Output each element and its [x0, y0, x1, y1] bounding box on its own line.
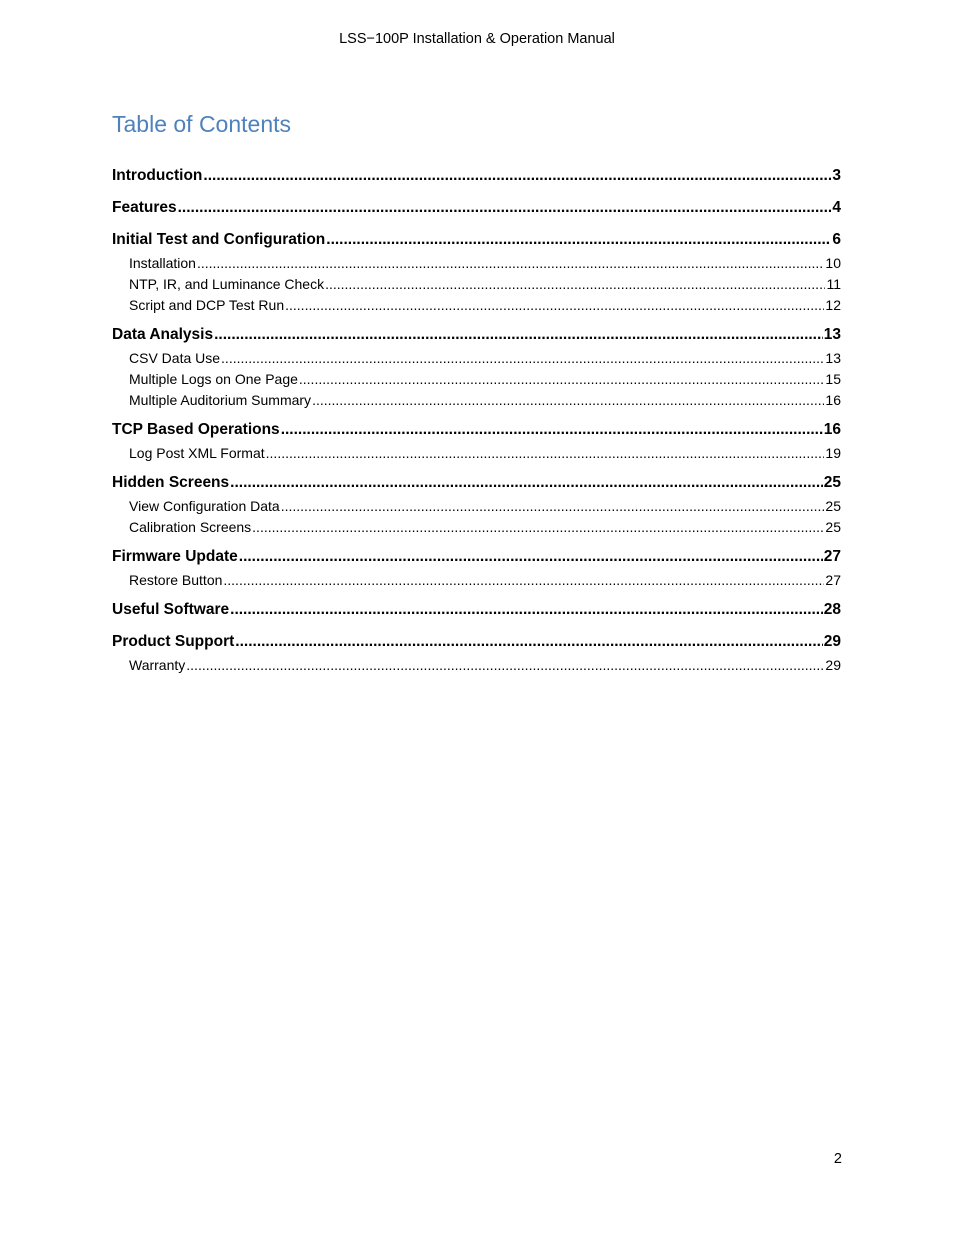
- toc-dot-leader: [312, 390, 824, 411]
- toc-dot-leader: [266, 443, 825, 464]
- toc-subentry-page: 27: [825, 572, 841, 588]
- toc-subentry-page: 13: [825, 350, 841, 366]
- toc-dot-leader: [239, 544, 823, 570]
- toc-subentry-title: Script and DCP Test Run: [129, 297, 285, 313]
- toc-subentry-title: Restore Button: [129, 572, 223, 588]
- toc-dot-leader: [281, 496, 825, 517]
- toc-subentry-title: NTP, IR, and Luminance Check: [129, 276, 325, 292]
- toc-entry[interactable]: [112, 597, 841, 629]
- page-number: 2: [833, 1151, 842, 1167]
- toc-dot-leader: [230, 597, 823, 623]
- toc-subentry[interactable]: [112, 369, 841, 390]
- toc-dot-leader: [325, 274, 825, 295]
- toc-dot-leader: [230, 470, 823, 496]
- toc-entry-title: Product Support: [112, 633, 235, 650]
- toc-subentry[interactable]: [112, 390, 841, 411]
- toc-entry-page: 29: [823, 633, 841, 650]
- toc-heading: Table of Contents: [112, 111, 292, 137]
- toc-subentry[interactable]: [112, 517, 841, 538]
- toc-section: [112, 195, 841, 227]
- toc-entry-title: Initial Test and Configuration: [112, 231, 326, 248]
- toc-entry[interactable]: [112, 163, 841, 195]
- toc-subentry-title: Multiple Logs on One Page: [129, 371, 298, 387]
- toc-section: [112, 470, 841, 538]
- toc-entry-title: Firmware Update: [112, 548, 238, 565]
- toc-dot-leader: [299, 369, 825, 390]
- toc-subentry[interactable]: [112, 295, 841, 316]
- toc-entry-title: Useful Software: [112, 601, 230, 618]
- toc-section: [112, 629, 841, 676]
- toc-subentries: [112, 443, 841, 464]
- toc-subentry[interactable]: [112, 496, 841, 517]
- toc-entry[interactable]: [112, 195, 841, 227]
- toc-dot-leader: [235, 629, 822, 655]
- toc-entry[interactable]: [112, 417, 841, 443]
- toc-entry-title: Introduction: [112, 167, 203, 184]
- toc-subentry-title: Multiple Auditorium Summary: [129, 392, 312, 408]
- toc-subentries: [112, 655, 841, 676]
- toc-entry[interactable]: [112, 629, 841, 655]
- table-of-contents: [112, 163, 841, 682]
- toc-subentry-page: 12: [825, 297, 841, 313]
- page-header: LSS−100P Installation & Operation Manual: [339, 31, 615, 47]
- toc-dot-leader: [186, 655, 824, 676]
- toc-subentry[interactable]: [112, 443, 841, 464]
- toc-subentry-title: Warranty: [129, 657, 186, 673]
- toc-subentry-page: 10: [825, 255, 841, 271]
- toc-dot-leader: [203, 163, 831, 189]
- toc-subentry[interactable]: [112, 655, 841, 676]
- toc-entry-title: TCP Based Operations: [112, 421, 280, 438]
- toc-subentries: [112, 253, 841, 316]
- toc-entry[interactable]: [112, 322, 841, 348]
- toc-entry-title: Hidden Screens: [112, 474, 230, 491]
- toc-entry-title: Data Analysis: [112, 326, 214, 343]
- toc-section: [112, 417, 841, 464]
- toc-dot-leader: [221, 348, 824, 369]
- toc-dot-leader: [281, 417, 823, 443]
- toc-entry[interactable]: [112, 470, 841, 496]
- toc-entry-page: 16: [823, 421, 841, 438]
- toc-subentry-title: Log Post XML Format: [129, 445, 265, 461]
- toc-entry-page: 4: [832, 199, 841, 216]
- toc-dot-leader: [223, 570, 824, 591]
- toc-section: [112, 597, 841, 629]
- toc-subentry[interactable]: [112, 570, 841, 591]
- toc-entry-page: 28: [823, 601, 841, 618]
- toc-subentry-page: 29: [825, 657, 841, 673]
- toc-subentry[interactable]: [112, 348, 841, 369]
- toc-subentry-page: 19: [825, 445, 841, 461]
- toc-subentry-page: 15: [825, 371, 841, 387]
- toc-entry-page: 25: [823, 474, 841, 491]
- toc-subentry-page: 11: [826, 276, 841, 292]
- toc-dot-leader: [285, 295, 824, 316]
- toc-subentry-title: View Configuration Data: [129, 498, 280, 514]
- toc-entry-page: 6: [832, 231, 841, 248]
- toc-subentry[interactable]: [112, 253, 841, 274]
- toc-subentry-title: Installation: [129, 255, 196, 271]
- toc-section: [112, 227, 841, 316]
- toc-dot-leader: [214, 322, 823, 348]
- toc-entry[interactable]: [112, 544, 841, 570]
- toc-entry-page: 13: [823, 326, 841, 343]
- toc-entry-title: Features: [112, 199, 177, 216]
- toc-subentries: [112, 496, 841, 538]
- toc-subentry-page: 25: [825, 519, 841, 535]
- toc-dot-leader: [326, 227, 831, 253]
- toc-section: [112, 322, 841, 411]
- toc-dot-leader: [197, 253, 824, 274]
- toc-entry-page: 27: [823, 548, 841, 565]
- toc-dot-leader: [178, 195, 832, 221]
- toc-subentry-title: CSV Data Use: [129, 350, 221, 366]
- toc-dot-leader: [252, 517, 824, 538]
- toc-section: [112, 544, 841, 591]
- toc-subentry-title: Calibration Screens: [129, 519, 252, 535]
- toc-subentry-page: 25: [825, 498, 841, 514]
- toc-entry[interactable]: [112, 227, 841, 253]
- toc-subentries: [112, 348, 841, 411]
- toc-subentries: [112, 570, 841, 591]
- toc-section: [112, 163, 841, 195]
- toc-entry-page: 3: [832, 167, 841, 184]
- toc-subentry[interactable]: [112, 274, 841, 295]
- toc-subentry-page: 16: [825, 392, 841, 408]
